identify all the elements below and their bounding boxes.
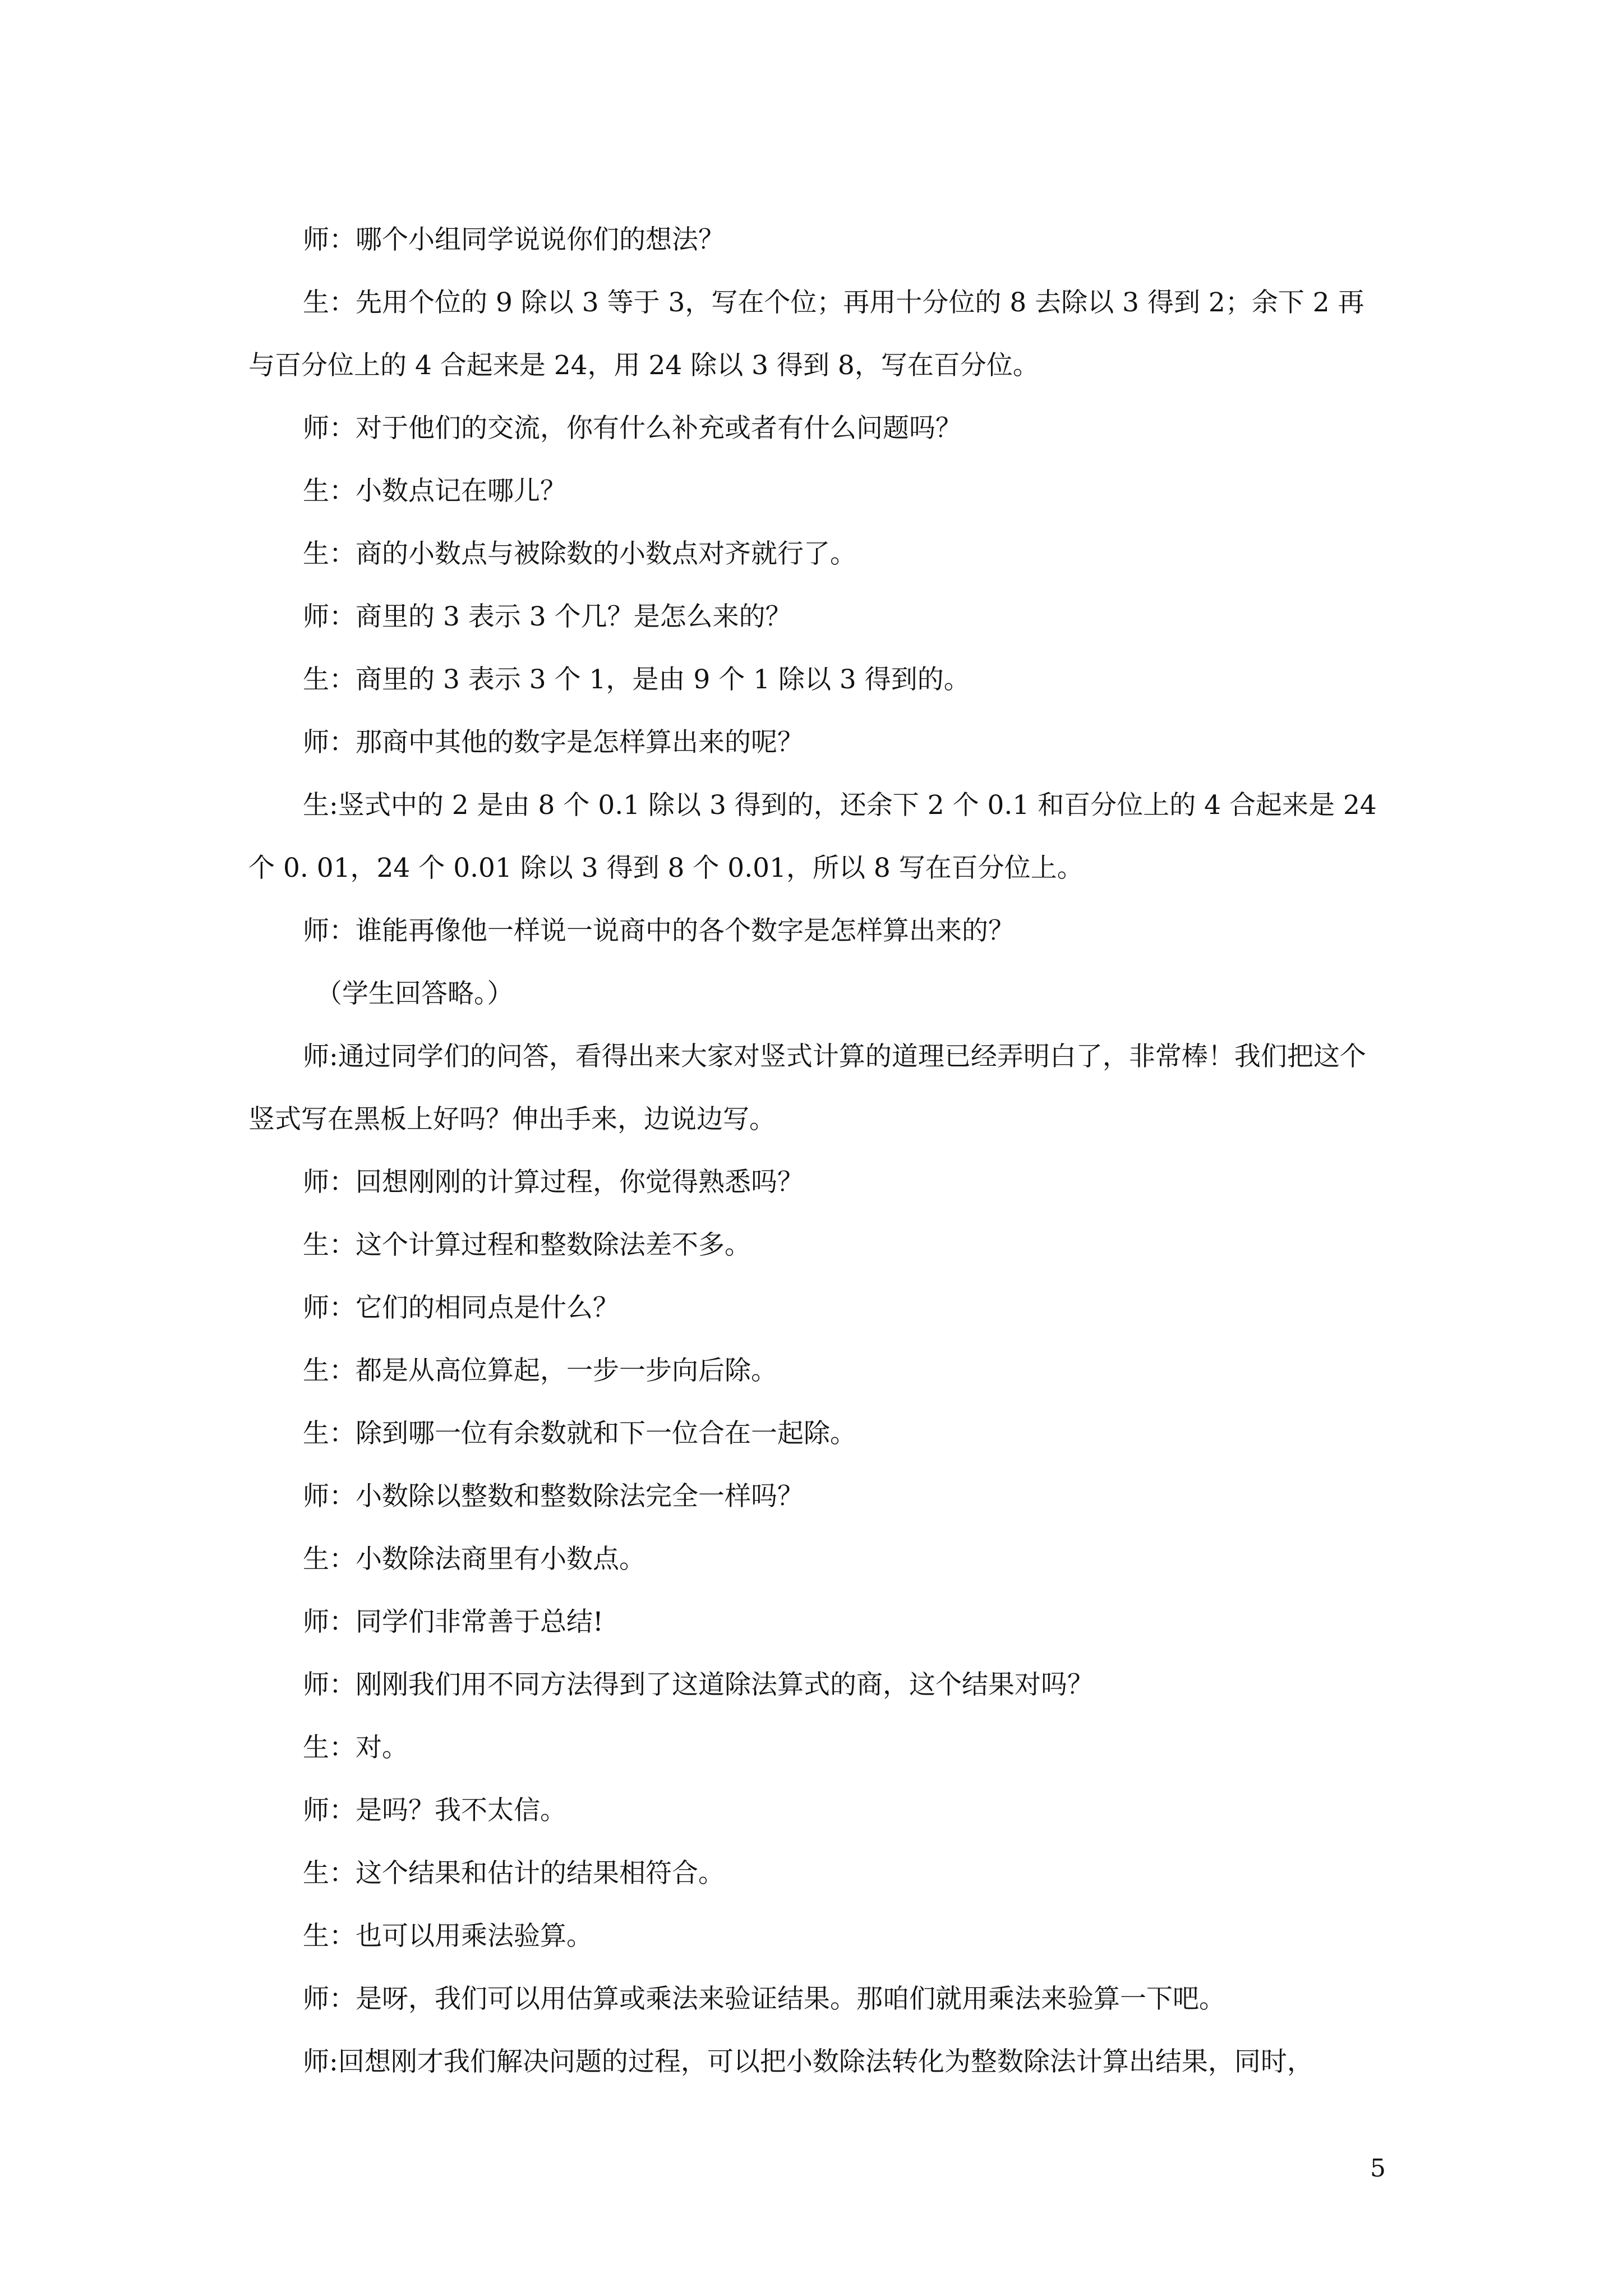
paragraph: 师：它们的相同点是什么？ <box>303 1292 619 1323</box>
paragraph: 师:通过同学们的问答，看得出来大家对竖式计算的道理已经弄明白了，非常棒！我们把这个竖式写在黑板上好吗？伸出手来，边说边写。 <box>248 1041 1366 1135</box>
paragraph: 生：小数除法商里有小数点。 <box>303 1544 645 1575</box>
paragraph: 师：同学们非常善于总结! <box>303 1607 603 1637</box>
paragraph: 师：是吗？我不太信。 <box>303 1795 566 1826</box>
paragraph: 生：先用个位的 9 除以 3 等于 3，写在个位；再用十分位的 8 去除以 3 得到 2；余下 2 再与百分位上的 4 合起来是 24，用 24 除以 3 得到 8，写在百分位。 <box>248 287 1364 381</box>
document-body <box>248 209 1387 2093</box>
paragraph: 师：回想刚刚的计算过程，你觉得熟悉吗？ <box>303 1167 804 1198</box>
paragraph: 生：这个计算过程和整数除法差不多。 <box>303 1230 751 1260</box>
paragraph: 生：小数点记在哪儿？ <box>303 476 566 507</box>
paragraph: 生:竖式中的 2 是由 8 个 0.1 除以 3 得到的，还余下 2 个 0.1 和百分位上的 4 合起来是 24 个 0. 01，24 个 0.01 除以 3 得到 8 个 0.01，所以 8 写在百分位上。 <box>248 790 1377 884</box>
paragraph-note: （学生回答略。） <box>316 978 514 1009</box>
paragraph: 师：小数除以整数和整数除法完全一样吗？ <box>303 1481 804 1512</box>
paragraph: 师：谁能再像他一样说一说商中的各个数字是怎样算出来的？ <box>303 915 1015 946</box>
paragraph: 师：哪个小组同学说说你们的想法？ <box>303 224 725 255</box>
paragraph: 师:回想刚才我们解决问题的过程，可以把小数除法转化为整数除法计算出结果，同时， <box>303 2046 1313 2077</box>
paragraph: 生：除到哪一位有余数就和下一位合在一起除。 <box>303 1418 856 1449</box>
paragraph: 师：商里的 3 表示 3 个几？是怎么来的？ <box>303 601 792 632</box>
paragraph: 师：刚刚我们用不同方法得到了这道除法算式的商，这个结果对吗？ <box>303 1669 1094 1700</box>
paragraph: 生：都是从高位算起，一步一步向后除。 <box>303 1355 777 1386</box>
paragraph: 生：商里的 3 表示 3 个 1，是由 9 个 1 除以 3 得到的。 <box>303 664 970 695</box>
paragraph: 师：对于他们的交流，你有什么补充或者有什么问题吗？ <box>303 413 962 444</box>
paragraph: 师：是呀，我们可以用估算或乘法来验证结果。那咱们就用乘法来验算一下吧。 <box>303 1984 1225 2014</box>
paragraph: 生：对。 <box>303 1732 408 1763</box>
page-number: 5 <box>1370 2154 1386 2183</box>
paragraph: 生：也可以用乘法验算。 <box>303 1921 593 1952</box>
paragraph: 生：商的小数点与被除数的小数点对齐就行了。 <box>303 539 856 569</box>
paragraph: 师：那商中其他的数字是怎样算出来的呢？ <box>303 727 804 758</box>
paragraph: 生：这个结果和估计的结果相符合。 <box>303 1858 725 1889</box>
